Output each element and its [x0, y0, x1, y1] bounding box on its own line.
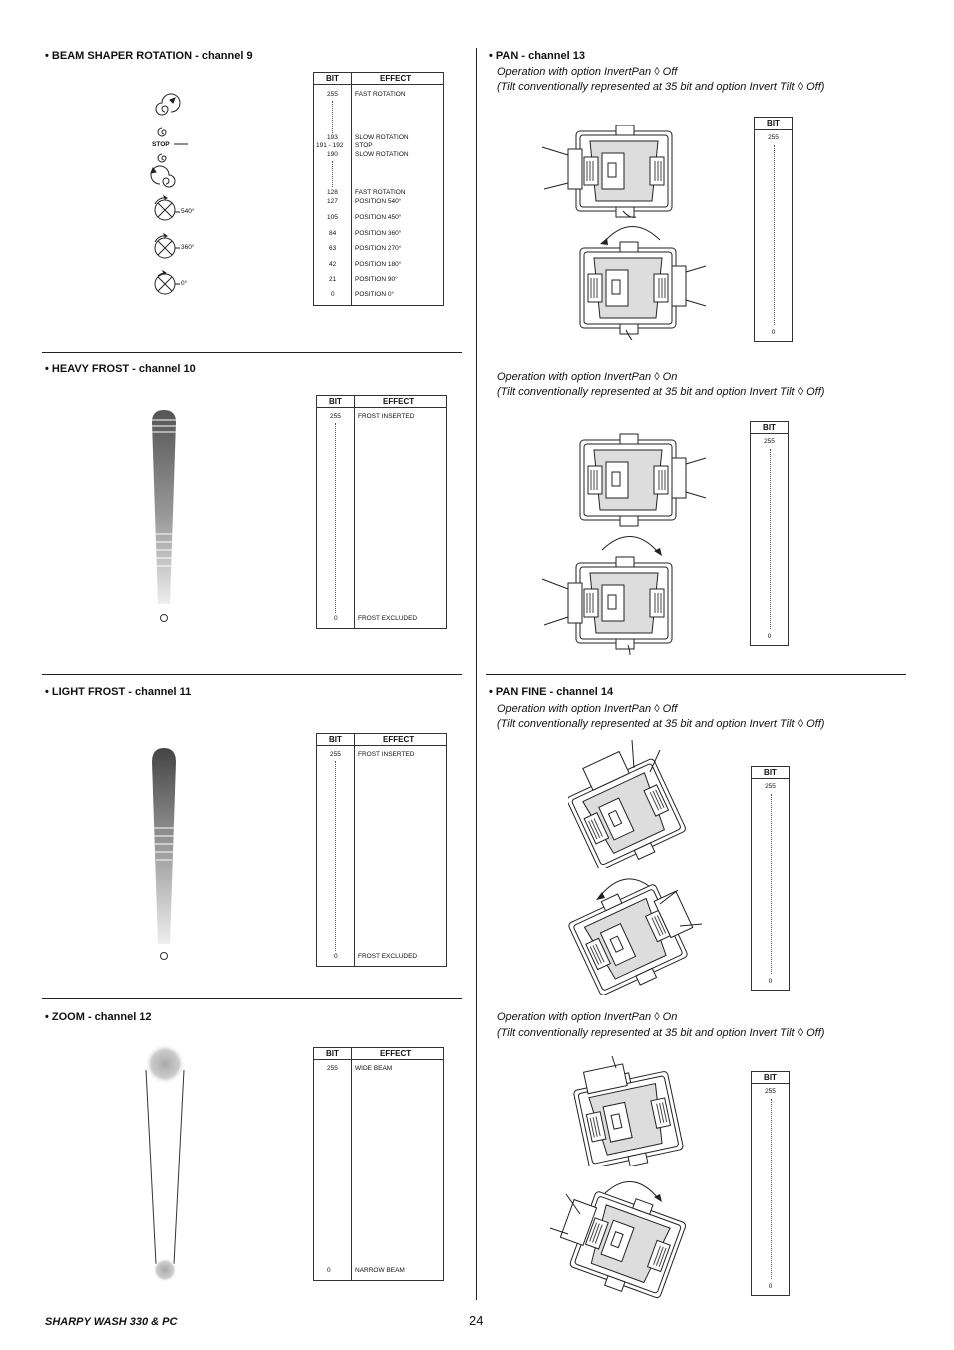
- col-effect: EFFECT: [383, 735, 415, 744]
- table-header: [314, 73, 443, 85]
- col-effect: EFFECT: [380, 74, 412, 83]
- effect-cell: SLOW ROTATION: [355, 134, 409, 141]
- center-divider: [476, 48, 477, 1300]
- col-effect: EFFECT: [383, 397, 415, 406]
- bit-cell: 193: [327, 134, 338, 141]
- effect-cell: POSITION 0°: [355, 291, 395, 298]
- pan-fine-on-fixture-top: [568, 1054, 718, 1166]
- angle-360-label: 360°: [181, 244, 195, 251]
- col-bit: BIT: [326, 1049, 339, 1058]
- bit-header: BIT: [751, 422, 788, 434]
- bit-cell: 63: [329, 245, 337, 252]
- pan-fine-on-fixture-bottom: [546, 1184, 696, 1300]
- pan-off-fixture-top: [538, 125, 688, 220]
- bit-bottom: 0: [767, 633, 772, 640]
- pan-fine-on-line1: Operation with option InvertPan ◊ On: [497, 1011, 678, 1023]
- left-divider-3: [42, 998, 462, 999]
- col-bit: BIT: [329, 735, 342, 744]
- bit-top: 255: [765, 783, 776, 790]
- pan-fine-title: • PAN FINE - channel 14: [489, 686, 614, 698]
- effect-cell: POSITION 540°: [355, 198, 402, 205]
- bit-cell: 21: [329, 276, 337, 283]
- pan-off-fixture-bottom: [568, 240, 718, 340]
- bit-cell: 0: [334, 615, 338, 622]
- col-effect: EFFECT: [380, 1049, 412, 1058]
- pan-title: • PAN - channel 13: [489, 50, 585, 62]
- col-bit: BIT: [329, 397, 342, 406]
- right-divider-1: [486, 674, 906, 675]
- light-frost-title: • LIGHT FROST - channel 11: [45, 686, 192, 698]
- pan-off-line1: Operation with option InvertPan ◊ Off: [497, 66, 678, 78]
- page-number: 24: [469, 1313, 484, 1328]
- effect-cell: FAST ROTATION: [355, 91, 406, 98]
- pan-fine-off-line1: Operation with option InvertPan ◊ Off: [497, 703, 678, 715]
- bit-header: BIT: [755, 118, 792, 130]
- bit-top: 255: [768, 134, 779, 141]
- bit-header: BIT: [752, 1072, 789, 1084]
- pan-fine-off-line2: (Tilt conventionally represented at 35 bit and option Invert Tilt ◊ Off): [497, 718, 825, 730]
- effect-cell: FROST EXCLUDED: [358, 615, 418, 622]
- stop-label: STOP: [152, 141, 170, 148]
- light-frost-gradient-icon: [146, 746, 182, 964]
- effect-cell: SLOW ROTATION: [355, 151, 409, 158]
- pan-off-line2: (Tilt conventionally represented at 35 bit and option Invert Tilt ◊ Off): [497, 81, 825, 93]
- angle-540-label: 540°: [181, 208, 195, 215]
- bit-cell: 191 - 192: [316, 142, 344, 149]
- effect-cell: STOP: [355, 142, 373, 149]
- beam-shaper-icons: [140, 92, 220, 302]
- bit-cell: 105: [327, 214, 338, 221]
- bit-bottom: 0: [768, 978, 773, 985]
- effect-cell: POSITION 180°: [355, 261, 402, 268]
- angle-0-label: 0°: [181, 280, 188, 287]
- pan-off-bit-table: [754, 117, 793, 342]
- pan-on-line1: Operation with option InvertPan ◊ On: [497, 371, 678, 383]
- zoom-table: [313, 1047, 444, 1281]
- pan-on-line2: (Tilt conventionally represented at 35 bit and option Invert Tilt ◊ Off): [497, 386, 825, 398]
- bit-cell: 255: [327, 1065, 338, 1072]
- col-bit: BIT: [326, 74, 339, 83]
- effect-cell: FROST INSERTED: [358, 751, 415, 758]
- light-frost-table: [316, 733, 447, 967]
- bit-cell: 0: [334, 953, 338, 960]
- pan-fine-on-bit-table: [751, 1071, 790, 1296]
- effect-cell: POSITION 270°: [355, 245, 402, 252]
- effect-cell: FROST INSERTED: [358, 413, 415, 420]
- pan-fine-on-line2: (Tilt conventionally represented at 35 bit and option Invert Tilt ◊ Off): [497, 1027, 825, 1039]
- bit-cell: 0: [327, 1267, 331, 1274]
- bit-top: 255: [765, 1088, 776, 1095]
- heavy-frost-gradient-icon: [146, 408, 182, 626]
- zoom-beam-icon: [138, 1044, 194, 1284]
- bit-cell: 255: [330, 751, 341, 758]
- effect-cell: FROST EXCLUDED: [358, 953, 418, 960]
- bit-cell: 190: [327, 151, 338, 158]
- bit-cell: 128: [327, 189, 338, 196]
- bit-cell: 255: [327, 91, 338, 98]
- pan-fine-off-fixture-bottom: [568, 880, 718, 995]
- zoom-title: • ZOOM - channel 12: [45, 1011, 152, 1023]
- bit-cell: 0: [331, 291, 335, 298]
- bit-cell: 42: [329, 261, 337, 268]
- heavy-frost-title: • HEAVY FROST - channel 10: [45, 363, 196, 375]
- effect-cell: POSITION 90°: [355, 276, 398, 283]
- heavy-frost-table: [316, 395, 447, 629]
- bit-cell: 255: [330, 413, 341, 420]
- left-divider-1: [42, 352, 462, 353]
- effect-cell: NARROW BEAM: [355, 1267, 405, 1274]
- bit-header: BIT: [752, 767, 789, 779]
- pan-on-bit-table: [750, 421, 789, 646]
- bit-bottom: 0: [768, 1283, 773, 1290]
- pan-on-fixture-bottom: [538, 555, 688, 655]
- beam-shaper-title: • BEAM SHAPER ROTATION - channel 9: [45, 50, 253, 62]
- bit-cell: 127: [327, 198, 338, 205]
- beam-shaper-table: [313, 72, 444, 306]
- effect-cell: POSITION 450°: [355, 214, 402, 221]
- left-divider-2: [42, 674, 462, 675]
- pan-on-fixture-top: [568, 432, 718, 532]
- pan-fine-off-bit-table: [751, 766, 790, 991]
- footer-product: SHARPY WASH 330 & PC: [45, 1316, 178, 1328]
- bit-cell: 84: [329, 230, 337, 237]
- effect-cell: FAST ROTATION: [355, 189, 406, 196]
- effect-cell: POSITION 360°: [355, 230, 402, 237]
- pan-fine-off-fixture-top: [568, 738, 718, 868]
- effect-cell: WIDE BEAM: [355, 1065, 393, 1072]
- bit-top: 255: [764, 438, 775, 445]
- bit-bottom: 0: [771, 329, 776, 336]
